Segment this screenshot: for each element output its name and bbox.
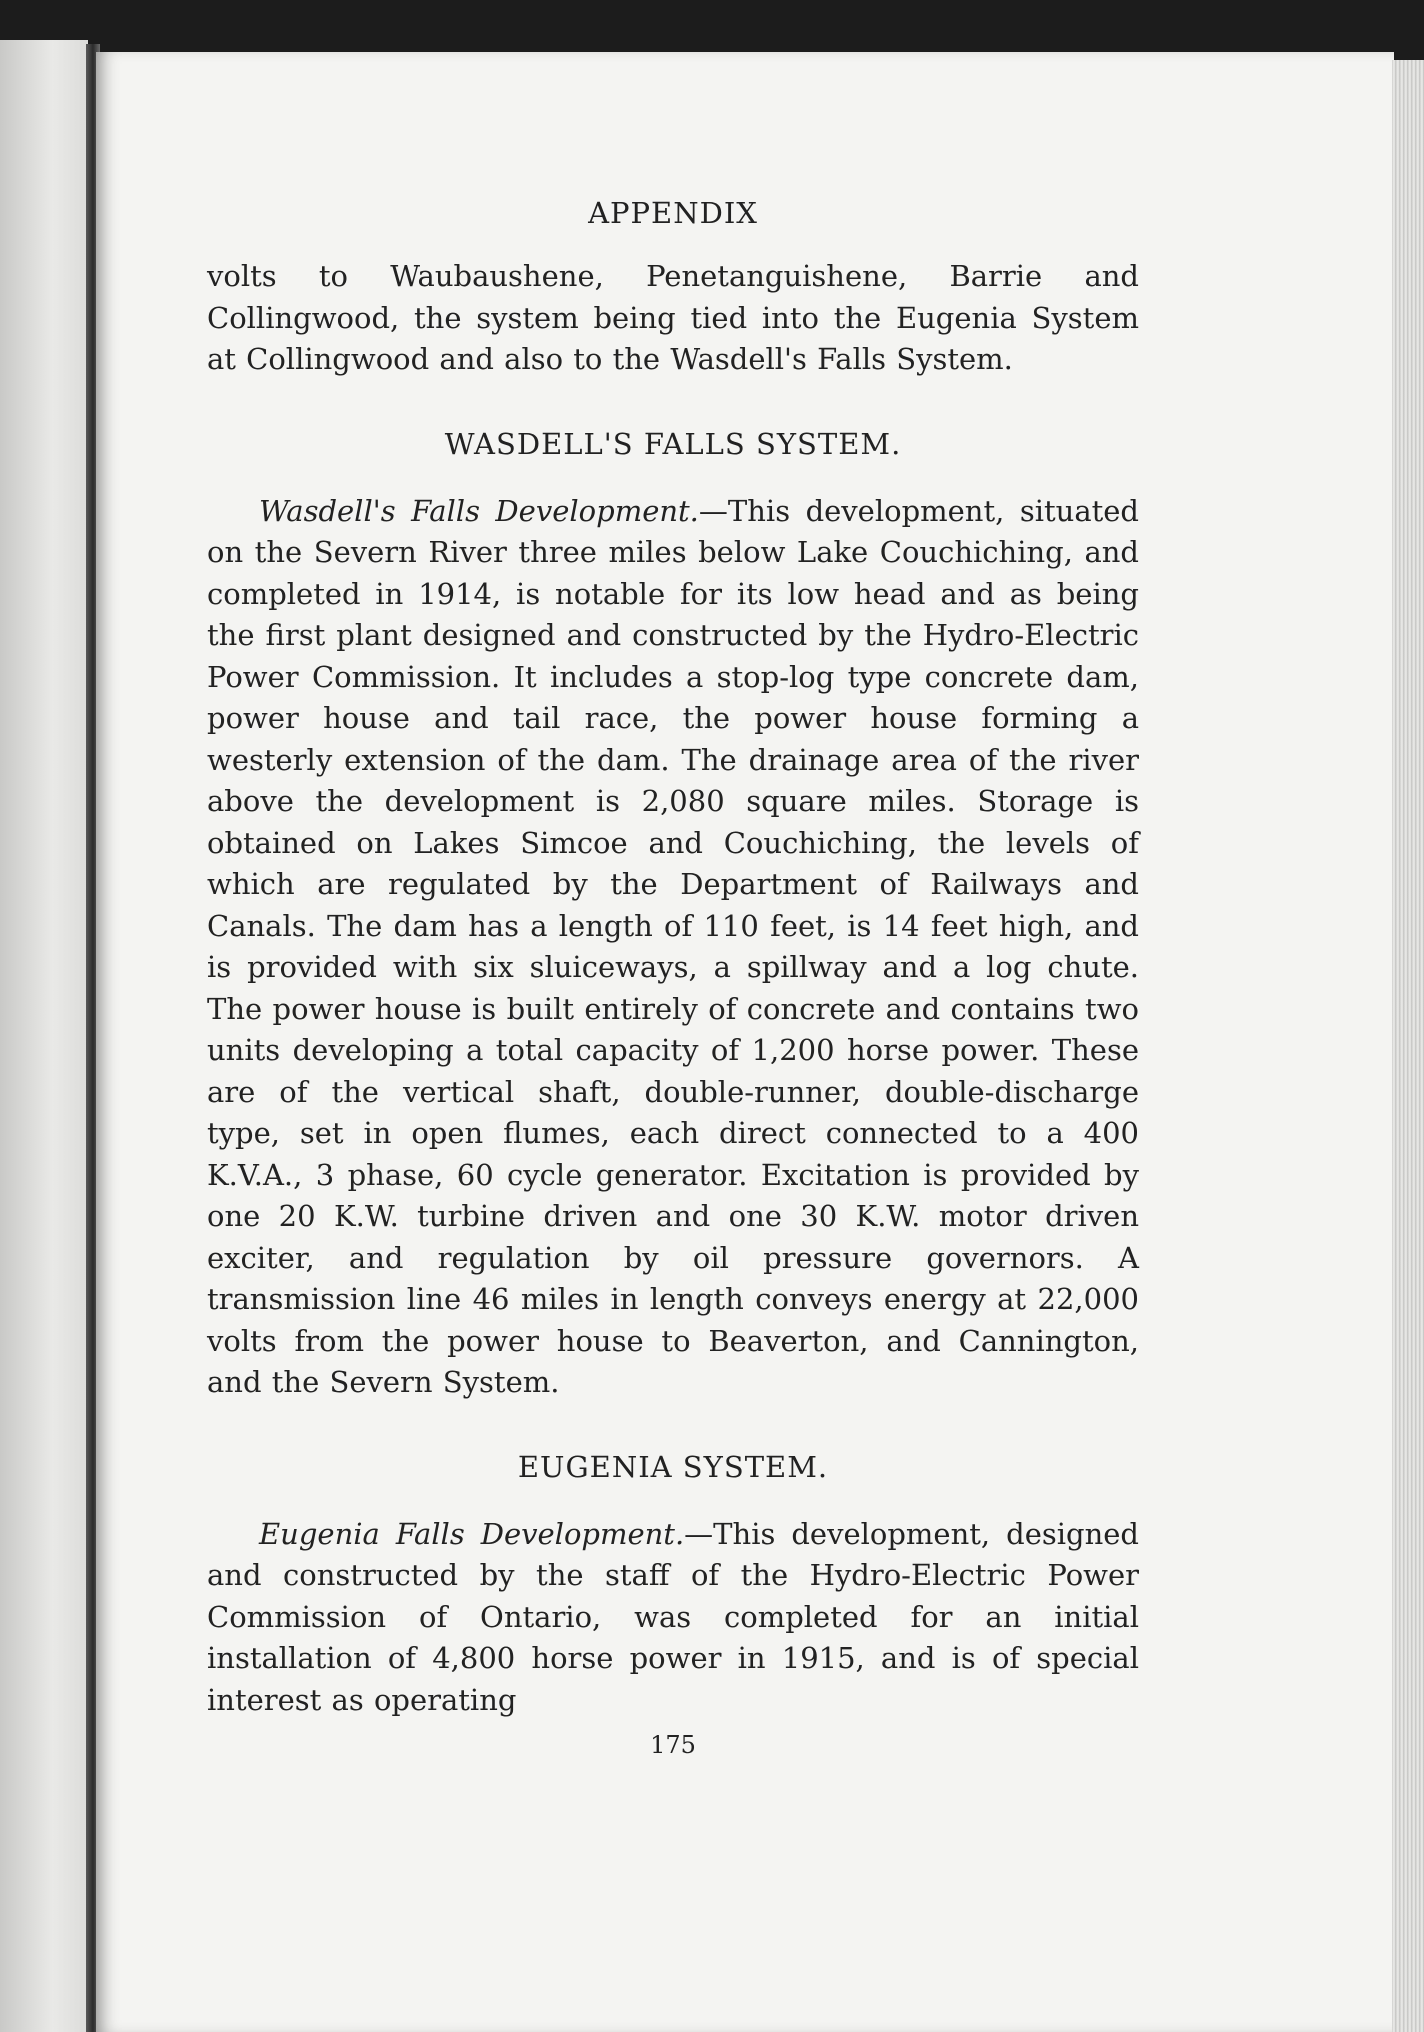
previous-page-edge [0,40,88,2032]
continued-paragraph: volts to Waubaushene, Penetanguishene, Barrie and Collingwood, the system being tied into the Eugenia System at Collingwood and also to the Wasdell's Falls System. [207,259,1139,376]
running-head: APPENDIX [588,196,758,230]
section-heading-wasdells-falls: WASDELL'S FALLS SYSTEM. [444,426,902,461]
eugenia-body: —This development, designed and constructed by the staff of the Hydro-Electric Power Commission of Ontario, was completed for an initial installation of 4,800 horse power in 1915, and is of special interest as operating [207,1516,1139,1717]
eugenia-paragraph [207,1514,1139,1722]
section-heading-eugenia: EUGENIA SYSTEM. [517,1449,829,1484]
wasdells-falls-body: —This development, situated on the Severn River three miles below Lake Couchiching, and completed in 1914, is notable for its low head and as being the first plant designed and constructed by the Hydro-Electric Power Commission. It includes a stop-log type concrete dam, power house and tail race, the power house forming a westerly extension of the dam. The drainage area of the river above the development is 2,080 square miles. Storage is obtained on Lakes Simcoe and Couchiching, the levels of which are regulated by the Department of Railways and Canals. The dam has a length of 110 feet, is 14 feet high, and is provided with six sluiceways, a spillway and a log chute. The power house is built entirely of concrete and contains two units developing a total capacity of 1,200 horse power. These are of the vertical shaft, double-runner, double-discharge type, set in open flumes, each direct connected to a 400 K.V.A., 3 phase, 60 cycle generator. Excitation is provided by one 20 K.W. turbine driven and one 30 K.W. motor driven exciter, and regulation by oil pressure governors. A transmission line 46 miles in length conveys energy at 22,000 volts from the power house to Beaverton, and Cannington, and the Severn System. [207,493,1139,1399]
page-number: 175 [650,1731,696,1759]
eugenia-lead-in: Eugenia Falls Development. [259,1516,685,1551]
page-text [207,196,1139,1759]
page-stack-edges [1392,60,1424,2032]
wasdells-falls-paragraph [207,491,1139,1404]
wasdells-falls-lead-in: Wasdell's Falls Development. [259,493,699,528]
